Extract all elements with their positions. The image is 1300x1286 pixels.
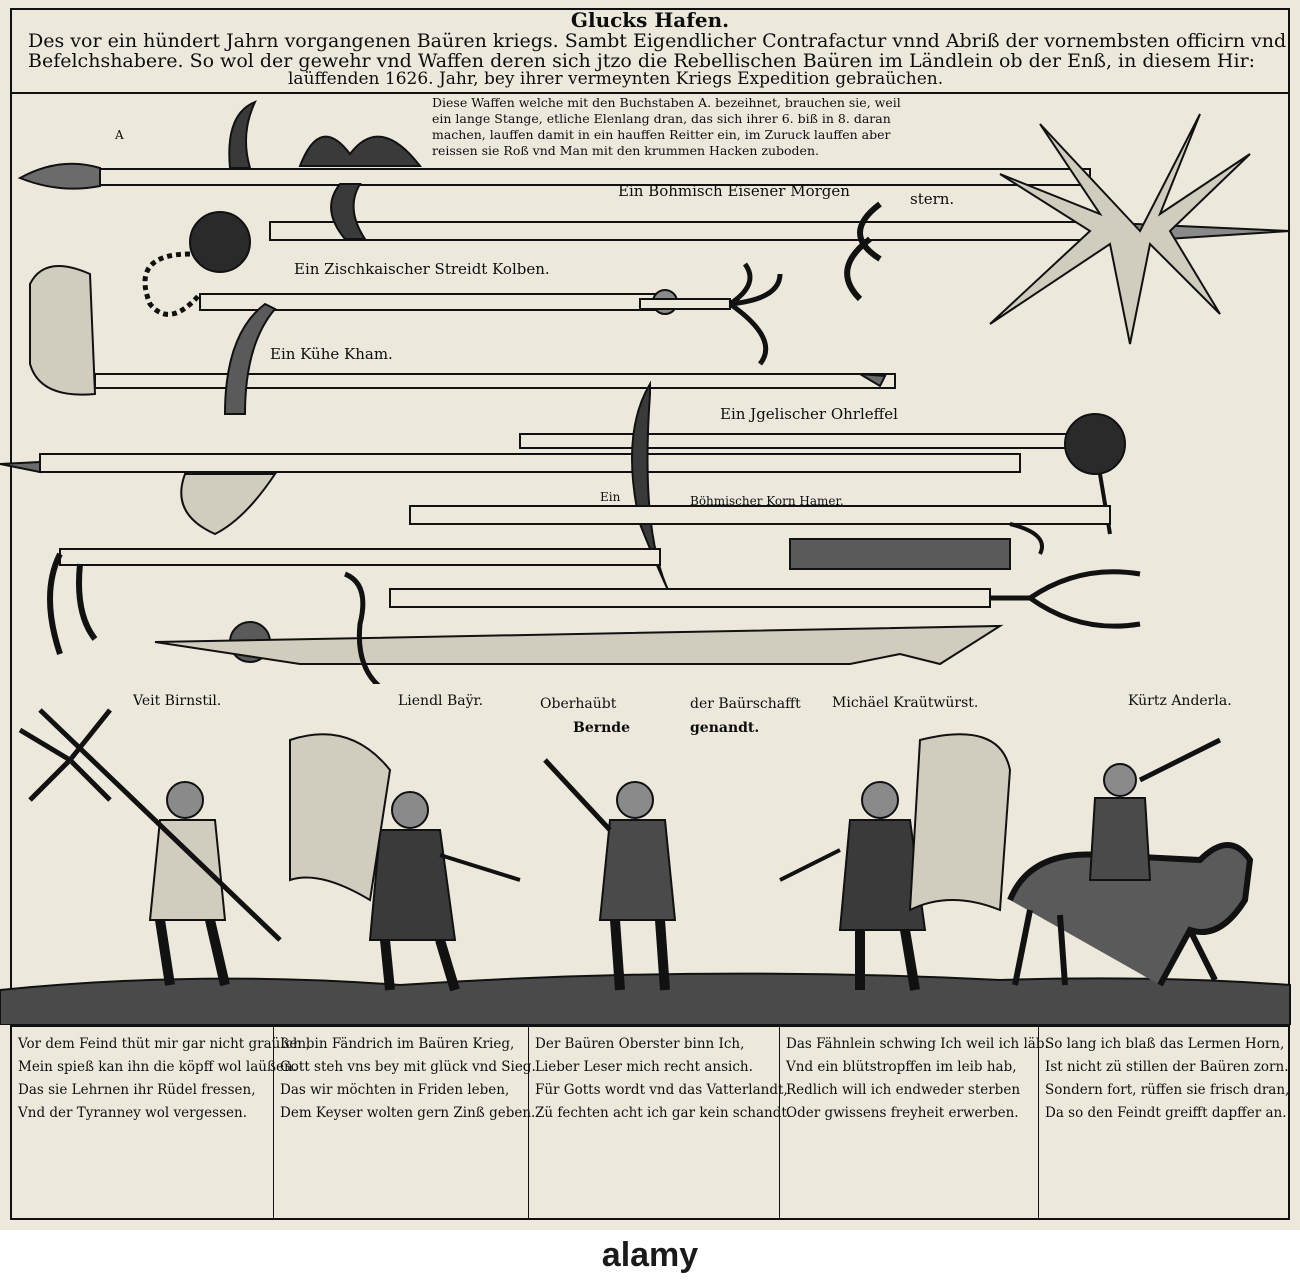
halberd-a-icon bbox=[20, 102, 1090, 189]
verse-line: Zü fechten acht ich gar kein schandt. bbox=[535, 1105, 792, 1121]
figure-liendl-icon bbox=[290, 734, 520, 990]
weapons-note-line-1: Diese Waffen welche mit den Buchstaben A. bezeihnet, brauchen sie, weil bbox=[432, 95, 901, 110]
figure-michael-icon bbox=[780, 734, 1010, 990]
figure-kurtz-on-horse-icon bbox=[1010, 740, 1250, 985]
verse-line: Oder gwissens freyheit erwerben. bbox=[786, 1105, 1019, 1121]
figure-bernde-icon bbox=[545, 760, 675, 990]
name-michael: Michäel Kraütwürst. bbox=[832, 695, 979, 711]
verse-line: Das wir möchten in Friden leben, bbox=[280, 1082, 510, 1098]
verse-line: Mein spieß kan ihn die köpff wol laüßen. bbox=[18, 1059, 297, 1075]
verse-line: So lang ich blaß das Lermen Horn, bbox=[1045, 1036, 1285, 1052]
verse-table bbox=[12, 1025, 1288, 1220]
axe-icon bbox=[30, 266, 895, 395]
name-liendl: Liendl Baÿr. bbox=[398, 693, 484, 709]
sheet-title: Glucks Hafen. bbox=[570, 8, 730, 32]
weapons-note-line-2: ein lange Stange, etliche Elenlang dran, das sich ihrer 6. biß in 8. daran bbox=[432, 111, 891, 126]
heading-line-2: Befelchshabere. So wol der gewehr vnd Waffen deren sich jtzo die Rebellischen Baüren im Ländlein ob der Enß, in diesem Hir: bbox=[28, 50, 1256, 72]
figures-illustration bbox=[0, 680, 1300, 1025]
verse-line: Redlich will ich endweder sterben bbox=[786, 1082, 1021, 1098]
verse-michael bbox=[780, 1027, 1049, 1220]
verse-line: Da so den Feindt greifft dapffer an. bbox=[1045, 1105, 1287, 1121]
name-bernde: Bernde bbox=[573, 720, 630, 736]
figure-veit-icon bbox=[20, 710, 280, 985]
label-kornhamer-b: Böhmischer Korn Hamer. bbox=[690, 494, 844, 508]
verse-line: Der Baüren Oberster binn Ich, bbox=[535, 1036, 745, 1052]
name-oberhaubt-a: Oberhaübt bbox=[540, 696, 617, 712]
name-veit: Veit Birnstil. bbox=[133, 693, 222, 709]
heading-line-3: laüffenden 1626. Jahr, bey ihrer vermeynten Kriegs Expedition gebraüchen. bbox=[288, 69, 944, 89]
verse-line: Vnd der Tyranney wol vergessen. bbox=[18, 1105, 248, 1121]
label-kolben: Ein Zischkaischer Streidt Kolben. bbox=[294, 260, 550, 278]
verse-line: Für Gotts wordt vnd das Vatterlandt, bbox=[535, 1082, 788, 1098]
verse-line: Vnd ein blütstropffen im leib hab, bbox=[786, 1059, 1017, 1075]
verse-line: Sondern fort, rüffen sie frisch dran, bbox=[1045, 1082, 1290, 1098]
marker-a: A bbox=[115, 128, 124, 142]
ground-icon bbox=[0, 974, 1290, 1025]
pitchfork-icon bbox=[390, 572, 1140, 626]
verse-kurtz bbox=[1039, 1027, 1288, 1220]
verse-line: Vor dem Feind thüt mir gar nicht graüßen, bbox=[18, 1036, 311, 1052]
weapons-note-line-4: reissen sie Roß vnd Man mit den krummen Hacken zuboden. bbox=[432, 143, 819, 158]
heading-line-1: Des vor ein hündert Jahrn vorgangenen Baüren kriegs. Sambt Eigendlicher Contrafactur vnnd Abriß der vornembsten officirn vnd bbox=[28, 30, 1287, 52]
verse-veit bbox=[12, 1027, 311, 1220]
verse-line: Lieber Leser mich recht ansich. bbox=[535, 1059, 753, 1075]
watermark-logo: alamy bbox=[601, 1236, 699, 1274]
name-kurtz: Kürtz Anderla. bbox=[1128, 693, 1232, 709]
weapons-note-line-3: machen, lauffen damit in ein hauffen Reitter ein, im Zuruck lauffen aber bbox=[432, 127, 891, 142]
name-oberhaubt-b: der Baürschafft bbox=[690, 696, 801, 712]
verse-line: Das sie Lehrnen ihr Rüdel fressen, bbox=[18, 1082, 256, 1098]
label-kornhamer-a: Ein bbox=[600, 490, 621, 504]
verse-line: Das Fähnlein schwing Ich weil ich läb. bbox=[786, 1036, 1049, 1052]
verse-line: Gott steh vns bey mit glück vnd Sieg. bbox=[280, 1059, 536, 1075]
verse-liendl bbox=[274, 1027, 536, 1220]
verse-line: Ich bin Fändrich im Baüren Krieg, bbox=[280, 1036, 515, 1052]
verse-bernde bbox=[529, 1027, 792, 1220]
label-ohrleffel: Ein Jgelischer Ohrleffel bbox=[720, 405, 898, 423]
name-genandt: genandt. bbox=[690, 720, 760, 736]
verse-line: Dem Keyser wolten gern Zinß geben. bbox=[280, 1105, 536, 1121]
label-morgenstern: Ein Böhmisch Eisener Morgen bbox=[618, 182, 850, 200]
label-morgenstern-end: stern. bbox=[910, 190, 955, 208]
verse-line: Ist nicht zü stillen der Baüren zorn. bbox=[1045, 1059, 1289, 1075]
label-kuhe-kham: Ein Kühe Kham. bbox=[270, 345, 393, 363]
